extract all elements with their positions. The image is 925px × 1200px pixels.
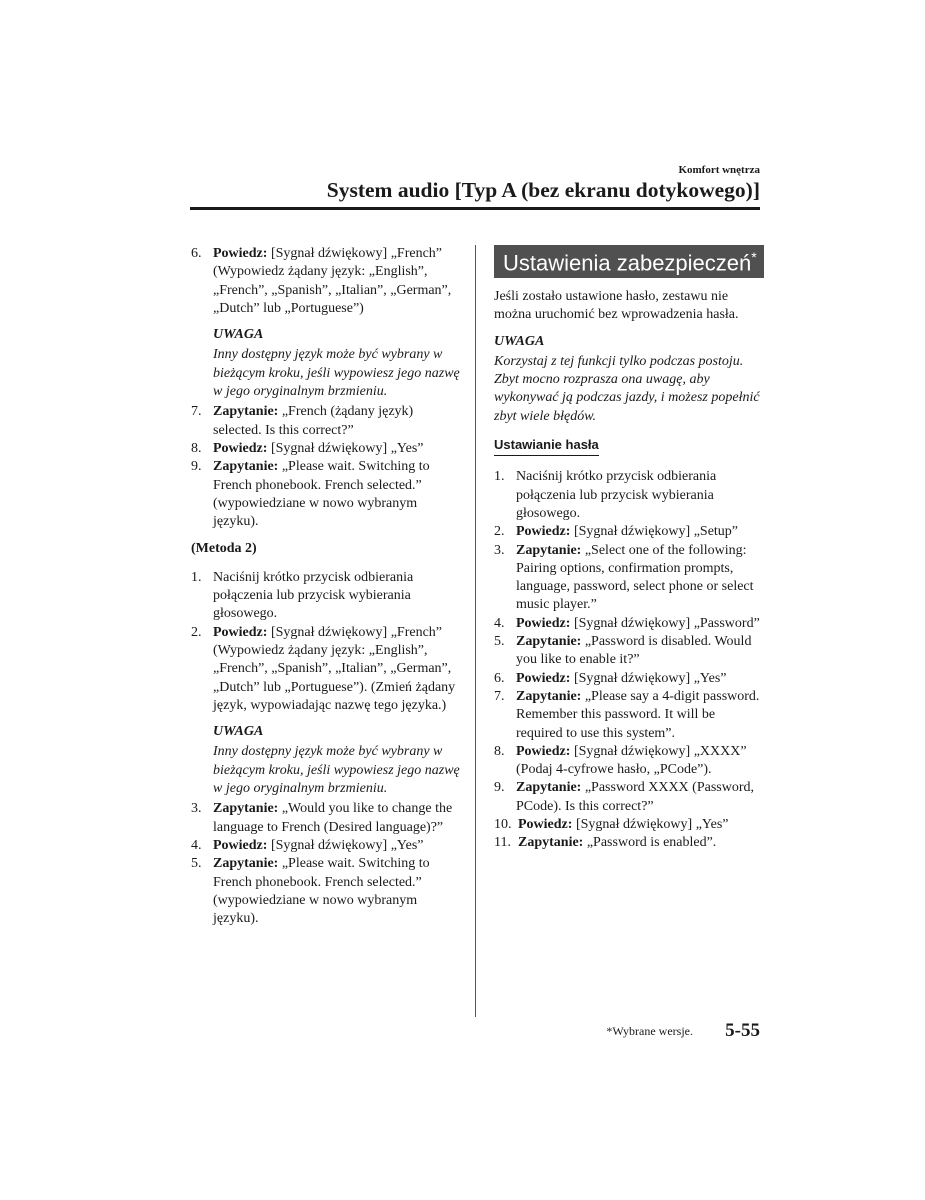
item-text [516,615,764,633]
list-item [494,834,764,852]
note-block [213,723,461,798]
note-text: Inny dostępny język może być wybrany w bieżącym kroku, jeśli wypowiesz jego nazwę w jego oryginalnym brzmieniu. [213,744,460,797]
item-label: Zapytanie: [516,634,582,650]
subheading: Ustawianie hasła [494,436,599,456]
note-text: Inny dostępny język może być wybrany w bieżącym kroku, jeśli wypowiesz jego nazwę w jego oryginalnym brzmieniu. [213,347,460,400]
item-body: [Sygnał dźwiękowy] „Yes” [572,817,729,833]
list-item [494,779,764,816]
list-item [191,800,461,837]
item-text [516,688,764,743]
footnote: *Wybrane wersje. [606,1024,693,1038]
item-label: Zapytanie: [516,542,582,558]
item-number: 2. [191,624,202,640]
item-label: Zapytanie: [516,780,582,796]
item-label: Zapytanie: [518,835,584,851]
item-body: [Sygnał dźwiękowy] „Yes” [267,440,424,456]
item-number: 6. [494,670,505,686]
step-list [494,468,764,852]
list-item [494,633,764,670]
list-item [191,458,461,531]
item-number: 9. [191,459,202,475]
item-number: 1. [494,469,505,485]
item-body: [Sygnał dźwiękowy] „Yes” [570,670,727,686]
item-number: 3. [191,801,202,817]
item-label: Zapytanie: [213,856,279,872]
item-label: Powiedz: [213,440,268,456]
item-label: Powiedz: [516,615,571,631]
item-number: 8. [494,743,505,759]
item-text [213,440,461,458]
title-rule [190,207,760,210]
item-label: Powiedz: [516,670,571,686]
step-list [191,403,461,531]
item-body: „Password is enabled”. [583,835,717,851]
item-text [518,816,764,834]
item-body: „Select one of the following: Pairing options, confirmation prompts, language, password, select phone or select music player.” [516,542,754,613]
item-text [516,468,764,523]
item-body: „Password XXXX (Password, PCode). Is this correct?” [516,780,754,814]
list-item [191,624,461,715]
list-item [494,468,764,523]
list-item [191,245,461,318]
list-item [191,403,461,440]
item-number: 8. [191,440,202,456]
note-text: Korzystaj z tej funkcji tylko podczas postoju. Zbyt mocno rozprasza ona uwagę, aby wykonywać ją podczas jazdy, i możesz popełnić zbyt wiele błędów. [494,353,760,424]
item-number: 11. [494,835,511,851]
item-number: 5. [191,856,202,872]
list-item [191,569,461,624]
item-text [516,743,764,780]
list-item [494,615,764,633]
note-title: UWAGA [213,724,264,740]
item-body: [Sygnał dźwiękowy] „Yes” [267,837,424,853]
item-body: Naciśnij krótko przycisk odbierania połączenia lub przycisk wybierania głosowego. [213,569,414,622]
item-label: Powiedz: [213,837,268,853]
item-text [516,523,764,541]
item-text [516,542,764,615]
item-text [516,670,764,688]
item-label: Powiedz: [516,743,571,759]
item-text [213,855,461,928]
item-text [213,403,461,440]
item-label: Powiedz: [518,817,573,833]
section-heading-text: Ustawienia zabezpieczeń [503,250,752,276]
item-text [213,800,461,837]
item-label: Zapytanie: [213,801,279,817]
list-item [191,837,461,855]
list-item [494,670,764,688]
item-label: Zapytanie: [213,404,279,420]
note-block [494,333,764,426]
item-label: Zapytanie: [516,688,582,704]
item-label: Zapytanie: [213,459,279,475]
item-text [518,834,764,852]
page-number: 5-55 [725,1020,760,1041]
step-list [191,569,461,715]
item-number: 6. [191,246,202,261]
item-body: „Password is disabled. Would you like to enable it?” [516,634,752,668]
item-text [213,837,461,855]
item-body: [Sygnał dźwiękowy] „XXXX” (Podaj 4-cyfrowe hasło, „PCode”). [516,743,747,778]
item-number: 4. [191,837,202,853]
left-column [191,245,461,928]
item-text [213,569,461,624]
item-number: 7. [494,688,505,704]
item-number: 7. [191,404,202,420]
item-number: 10. [494,817,512,833]
list-item [191,855,461,928]
list-item [494,743,764,780]
item-body: „Would you like to change the language to French (Desired language)?” [213,801,453,835]
item-text [516,633,764,670]
step-list [191,245,461,318]
list-item [494,816,764,834]
list-item [191,440,461,458]
item-number: 1. [191,569,202,585]
heading-asterisk: * [751,249,757,265]
item-body: [Sygnał dźwiękowy] „French” (Wypowiedz żądany język: „English”, „French”, „Spanish”, „Italian”, „German”, „Dutch” lub „Portuguese”) [213,246,452,316]
method-heading: (Metoda 2) [191,541,257,557]
note-title: UWAGA [494,333,545,349]
item-text [213,245,461,318]
item-body: Naciśnij krótko przycisk odbierania połączenia lub przycisk wybierania głosowego. [516,469,717,521]
item-body: [Sygnał dźwiękowy] „French” (Wypowiedz żądany język: „English”, „French”, „Spanish”, „Italian”, „German”, „Dutch” lub „Portuguese”). (Zmień żądany język, wypowiadając nazwę tego języka.) [213,624,456,713]
item-body: „Please say a 4-digit password. Remember this password. It will be required to use this system”. [516,688,760,741]
item-body: „Please wait. Switching to French phonebook. French selected.” (wypowiedziane w nowo wybranym języku). [213,856,430,927]
page-title: System audio [Typ A (bez ekranu dotykowego)] [326,178,760,202]
right-column [494,245,764,853]
item-body: „Please wait. Switching to French phonebook. French selected.” (wypowiedziane w nowo wybranym języku). [213,459,430,530]
item-label: Powiedz: [516,524,571,540]
item-body: [Sygnał dźwiękowy] „Setup” [570,524,739,540]
note-title: UWAGA [213,327,264,343]
item-number: 3. [494,542,505,558]
item-text [213,458,461,531]
intro-paragraph: Jeśli zostało ustawione hasło, zestawu nie można uruchomić bez wprowadzenia hasła. [494,289,739,323]
item-label: Powiedz: [213,246,268,261]
step-list [191,800,461,928]
item-number: 2. [494,524,505,540]
item-text [213,624,461,715]
item-number: 4. [494,615,505,631]
item-body: „French (żądany język) selected. Is this correct?” [213,404,414,438]
column-divider [475,245,476,1017]
list-item [494,542,764,615]
section-heading [494,245,764,278]
item-number: 5. [494,634,505,650]
list-item [494,523,764,541]
item-label: Powiedz: [213,624,268,640]
item-number: 9. [494,780,505,796]
note-block [213,326,461,401]
section-label: Komfort wnętrza [678,164,760,176]
item-body: [Sygnał dźwiękowy] „Password” [570,615,760,631]
list-item [494,688,764,743]
item-text [516,779,764,816]
